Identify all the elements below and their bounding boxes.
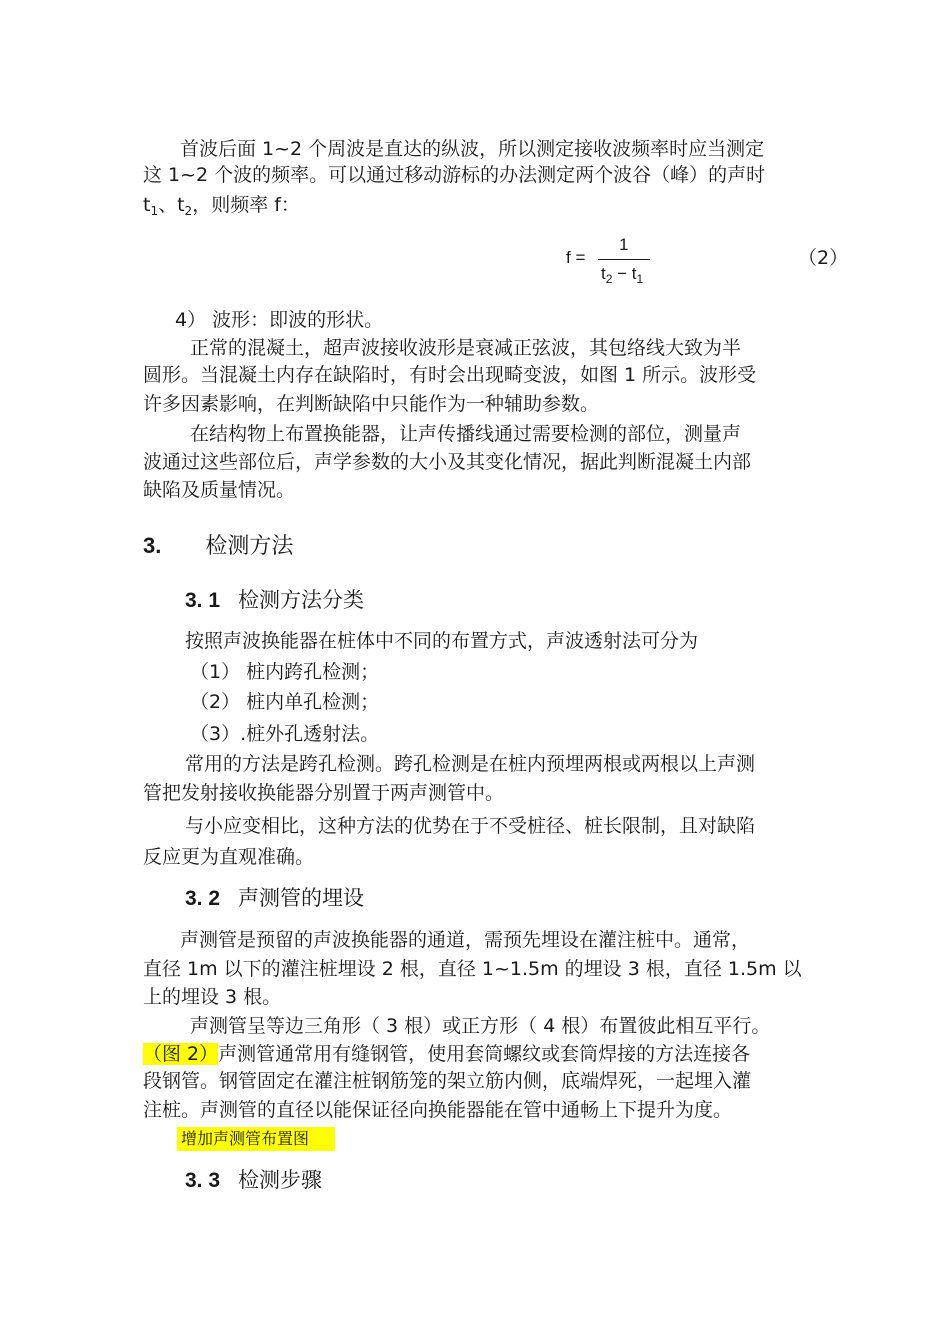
para3-line2: 波通过这些部位后，声学参数的大小及其变化情况，据此判断混凝土内部 xyxy=(143,451,752,473)
para1-line3 xyxy=(143,193,300,219)
section-number: 3. 3 xyxy=(185,1169,221,1192)
section-title: 检测方法分类 xyxy=(238,588,365,612)
frequency-text: ，则频率 f： xyxy=(192,194,300,216)
den-sub1: 1 xyxy=(636,272,644,286)
list-item-3: （3）.桩外孔透射法。 xyxy=(190,723,380,745)
para5-line1: 声测管是预留的声波换能器的通道，需预先埋设在灌注桩中。通常， xyxy=(180,929,751,951)
section-number: 3. xyxy=(143,533,162,558)
den-sub2: 2 xyxy=(605,272,613,286)
fraction-bar xyxy=(598,259,650,260)
para3-line3: 缺陷及质量情况。 xyxy=(143,479,296,501)
t-symbol-2: 、t xyxy=(158,194,185,216)
formula-number: （2） xyxy=(798,247,849,269)
section-3-2-heading xyxy=(185,884,364,913)
section-number: 3. 1 xyxy=(185,589,221,612)
para3-line1: 在结构物上布置换能器，让声传播线通过需要检测的部位，测量声 xyxy=(190,423,742,445)
t-symbol: t xyxy=(143,194,151,216)
section-title: 声测管的埋设 xyxy=(238,886,365,910)
highlighted-note: 增加声测管布置图 xyxy=(177,1127,335,1151)
para2-line1: 正常的混凝土，超声波接收波形是衰减正弦波，其包络线大致为半 xyxy=(190,337,742,359)
section-3-heading xyxy=(143,532,293,561)
para4-intro: 按照声波换能器在桩体中不同的布置方式，声波透射法可分为 xyxy=(185,630,699,652)
para1-line2: 这 1~2 个波的频率。可以通过移动游标的办法测定两个波谷（峰）的声时 xyxy=(143,164,766,186)
para5-line3: 上的埋设 3 根。 xyxy=(143,986,282,1008)
para5-line2: 直径 1m 以下的灌注桩埋设 2 根，直径 1~1.5m 的埋设 3 根，直径 1.5m 以 xyxy=(143,958,802,980)
para5-line4: 声测管呈等边三角形（ 3 根）或正方形（ 4 根）布置彼此相互平行。 xyxy=(190,1015,771,1037)
para2-line2: 圆形。当混凝土内存在缺陷时，有时会出现畸变波，如图 1 所示。波形受 xyxy=(143,364,757,386)
para4-line3: 与小应变相比，这种方法的优势在于不受桩径、桩长限制，且对缺陷 xyxy=(185,815,756,837)
section-3-3-heading xyxy=(185,1166,322,1195)
figure-ref-highlight: （图 2） xyxy=(143,1043,219,1065)
para5-line5-text: 声测管通常用有缝钢管，使用套筒螺纹或套筒焊接的方法连接各 xyxy=(218,1043,751,1065)
para5-line7: 注桩。声测管的直径以能保证径向换能器能在管中通畅上下提升为度。 xyxy=(143,1099,733,1121)
para2-line3: 许多因素影响，在判断缺陷中只能作为一种辅助参数。 xyxy=(143,393,600,415)
section-number: 3. 2 xyxy=(185,887,221,910)
formula-lhs: f = xyxy=(566,248,586,267)
list-item-1: （1） 桩内跨孔检测； xyxy=(190,661,380,683)
section-title: 检测步骤 xyxy=(238,1168,323,1192)
para5-line5 xyxy=(143,1042,750,1066)
section-3-1-heading xyxy=(185,586,364,615)
para4-line4: 反应更为直观准确。 xyxy=(143,846,315,868)
para5-line6: 段钢管。钢管固定在灌注桩钢筋笼的架立筋内侧，底端焊死，一起埋入灌 xyxy=(143,1070,752,1092)
subscript-2: 2 xyxy=(184,204,193,218)
para4-line1: 常用的方法是跨孔检测。跨孔检测是在桩内预埋两根或两根以上声测 xyxy=(185,753,756,775)
den-minus-t1: − t xyxy=(612,264,637,283)
item4: 4） 波形：即波的形状。 xyxy=(175,309,384,331)
section-title: 检测方法 xyxy=(205,534,294,559)
formula-numerator: 1 xyxy=(619,235,629,254)
para4-line2: 管把发射接收换能器分别置于两声测管中。 xyxy=(143,782,505,804)
para1-line1: 首波后面 1~2 个周波是直达的纵波，所以测定接收波频率时应当测定 xyxy=(180,138,765,160)
list-item-2: （2） 桩内单孔检测； xyxy=(190,691,380,713)
formula-denominator xyxy=(601,264,643,284)
den-t2: t xyxy=(601,264,606,283)
subscript-1: 1 xyxy=(150,204,159,218)
